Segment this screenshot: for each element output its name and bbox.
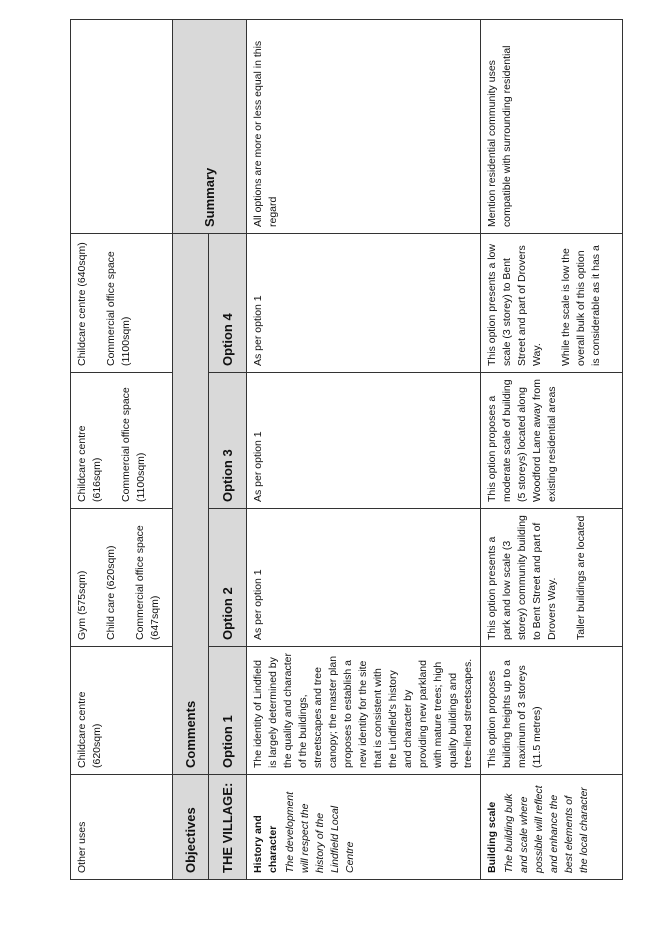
comments-header: Comments xyxy=(173,234,209,775)
building-scale-option2 xyxy=(481,509,623,647)
building-scale-title: Building scale xyxy=(486,801,498,873)
building-scale-option2-para: Taller buildings are located xyxy=(575,515,587,640)
history-option4: As per option 1 xyxy=(247,234,481,373)
other-uses-option3 xyxy=(71,373,173,509)
other-uses-option1 xyxy=(71,647,173,775)
building-scale-option4-para: This option presents a low scale (3 storey) to Bent Street and part of Drovers Way. xyxy=(486,244,543,366)
other-uses-row xyxy=(71,20,173,880)
option4-header: Option 4 xyxy=(209,234,247,373)
building-scale-row xyxy=(481,20,623,880)
objectives-header-row xyxy=(173,20,209,880)
other-uses-option1-line: Childcare centre (620sqm) xyxy=(76,691,103,768)
building-scale-subtitle: The building bulk and scale where possible will reflect and enhance the best elements of the local character xyxy=(503,785,590,873)
history-objective-cell xyxy=(247,775,481,880)
building-scale-option4 xyxy=(481,234,623,373)
history-option2: As per option 1 xyxy=(247,509,481,647)
option3-header: Option 3 xyxy=(209,373,247,509)
building-scale-objective-cell xyxy=(481,775,623,880)
other-uses-option3-line: Commercial office space (1100sqm) xyxy=(120,387,147,502)
option2-header: Option 2 xyxy=(209,509,247,647)
building-scale-option3: This option proposes a moderate scale of building (5 storeys) located along Woodford Lane away from existing residential areas xyxy=(481,373,623,509)
summary-header: Summary xyxy=(173,20,247,234)
history-subtitle: The development will respect the history of the Lindfield Local Centre xyxy=(284,791,356,873)
history-title: History and character xyxy=(252,815,279,873)
objectives-header: Objectives xyxy=(173,775,209,880)
other-uses-option2 xyxy=(71,509,173,647)
building-scale-option2-para: This option presents a park and low scale (3 storey) community building to Bent Street and part of Drovers Way. xyxy=(486,515,558,640)
history-summary: All options are more or less equal in this regard xyxy=(247,20,481,234)
other-uses-option3-line: Childcare centre (616sqm) xyxy=(76,425,103,502)
other-uses-option2-line: Commercial office space (647sqm) xyxy=(134,525,161,640)
other-uses-option4-line: Commercial office space (1100sqm) xyxy=(105,251,132,366)
rotated-table-page xyxy=(70,20,600,880)
history-character-row xyxy=(247,20,481,880)
other-uses-summary xyxy=(71,20,173,234)
history-option3: As per option 1 xyxy=(247,373,481,509)
other-uses-option2-line: Child care (620sqm) xyxy=(105,545,117,640)
other-uses-option2-line: Gym (575sqm) xyxy=(76,570,88,640)
building-scale-summary: Mention residential community uses compatible with surrounding residential xyxy=(481,20,623,234)
history-option1: The identity of Lindfield is largely determined by the quality and character of the buildings, streetscapes and tree canopy; the master plan proposes to establish a new identity for the site that is consistent with the Lindfield's history and character by providing new parkland with mature trees; high quality buildings and tree-lined streetscapes. xyxy=(247,647,481,775)
options-comparison-table xyxy=(70,19,623,880)
other-uses-label: Other uses xyxy=(71,775,173,880)
option1-header: Option 1 xyxy=(209,647,247,775)
other-uses-option4 xyxy=(71,234,173,373)
building-scale-option4-para: While the scale is low the overall bulk of this option is considerable as it has a xyxy=(560,245,602,366)
other-uses-option4-line: Childcare centre (640sqm) xyxy=(76,242,88,366)
village-header: THE VILLAGE: xyxy=(209,775,247,880)
building-scale-option1: This option proposes building heights up to a maximum of 3 storeys (11.5 metres) xyxy=(481,647,623,775)
